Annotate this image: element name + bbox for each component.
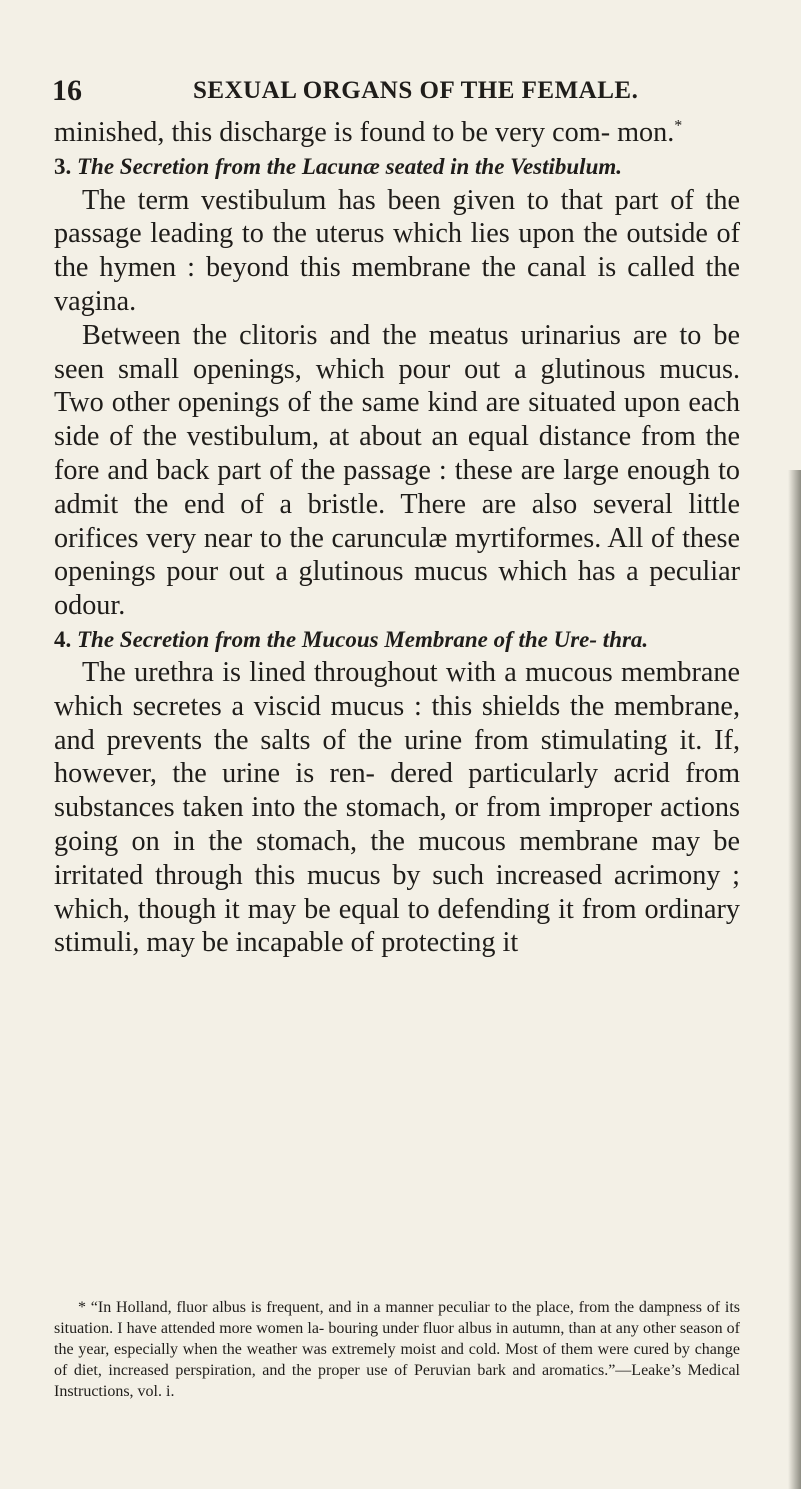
section-3-title: The Secretion from the Lacunæ seated in the Vestibulum. xyxy=(77,153,623,179)
running-title: SEXUAL ORGANS OF THE FEMALE. xyxy=(193,77,639,104)
intro-paragraph xyxy=(54,116,740,150)
section-4-number: 4. xyxy=(54,626,72,652)
footnote xyxy=(54,1297,740,1402)
footnote-text: “In Holland, fluor albus is frequent, and in a manner peculiar to the place, from the dampness of its situation. I have attended more women la- bouring under fluor albus in autumn, than at any other season of the year, especially when the weather was extremely moist and cold. Most of them were cured by change of diet, increased perspiration, and the proper use of Peruvian bark and aromatics.”—Leake’s Medical Instructions, vol. i. xyxy=(54,1299,740,1400)
footnote-mark: * xyxy=(78,1299,86,1316)
section-3-heading xyxy=(54,150,740,184)
running-head xyxy=(52,74,752,110)
main-text xyxy=(54,116,740,960)
page-edge-shadow xyxy=(788,470,801,1489)
section-4-heading xyxy=(54,623,740,656)
section-3-paragraph-2: Between the clitoris and the meatus urinarius are to be seen small openings, which pour out a glutinous mucus. Two other openings of the same kind are situated upon each side of the vestibulum, at about an equal distance from the fore and back part of the passage : these are large enough to admit the end of a bristle. There are also several little orifices very near to the carunculæ myrtiformes. All of these openings pour out a glutinous mucus which has a peculiar odour. xyxy=(54,319,740,622)
page-number: 16 xyxy=(52,74,82,107)
section-4-title: The Secretion from the Mucous Membrane of the Ure- thra. xyxy=(77,626,649,652)
section-3-number: 3. xyxy=(54,153,72,179)
section-3-paragraph-1: The term vestibulum has been given to that part of the passage leading to the uterus which lies upon the outside of the hymen : beyond this membrane the canal is called the vagina. xyxy=(54,184,740,317)
section-4-paragraph-1: The urethra is lined throughout with a mucous membrane which secretes a viscid mucus : this shields the membrane, and prevents the salts of the urine from stimulating it. If, however, the urine is ren- dered particularly acrid from substances taken into the stomach, or from improper actions going on in the stomach, the mucous membrane may be irritated through this mucus by such increased acrimony ; which, though it may be equal to defending it from ordinary stimuli, may be incapable of protecting it xyxy=(54,656,740,959)
footnote-reference-mark: * xyxy=(674,117,683,135)
intro-paragraph-text: minished, this discharge is found to be very com- mon. xyxy=(54,117,675,148)
